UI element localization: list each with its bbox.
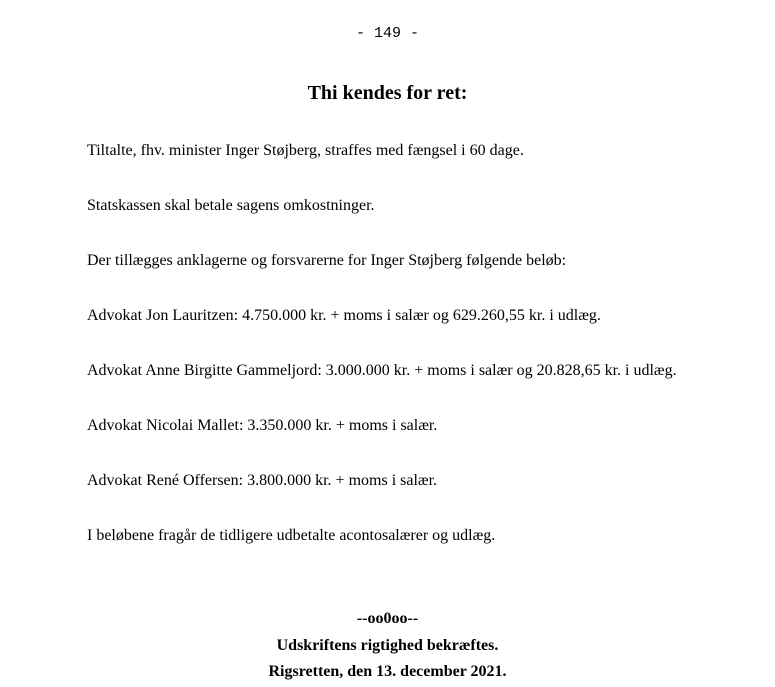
paragraph-costs: Statskassen skal betale sagens omkostninger. xyxy=(87,197,375,214)
paragraph-fees-intro: Der tillægges anklagerne og forsvarerne for Inger Støjberg følgende beløb: xyxy=(87,252,567,269)
place-date-line: Rigsretten, den 13. december 2021. xyxy=(268,663,507,680)
closing-separator: --oo0oo-- xyxy=(356,610,419,627)
paragraph-deductions: I beløbene fragår de tidligere udbetalte acontosalærer og udlæg. xyxy=(87,527,496,544)
paragraph-sentence: Tiltalte, fhv. minister Inger Støjberg, straffes med fængsel i 60 dage. xyxy=(87,142,524,159)
paragraph-fee-mallet: Advokat Nicolai Mallet: 3.350.000 kr. + moms i salær. xyxy=(87,417,438,434)
verdict-heading: Thi kendes for ret: xyxy=(307,82,468,104)
certification-line: Udskriftens rigtighed bekræftes. xyxy=(276,637,499,654)
paragraph-fee-lauritzen: Advokat Jon Lauritzen: 4.750.000 kr. + moms i salær og 629.260,55 kr. i udlæg. xyxy=(87,307,601,324)
paragraph-fee-offersen: Advokat René Offersen: 3.800.000 kr. + moms i salær. xyxy=(87,472,438,489)
page-number: - 149 - xyxy=(355,25,419,42)
paragraph-fee-gammeljord: Advokat Anne Birgitte Gammeljord: 3.000.000 kr. + moms i salær og 20.828,65 kr. i udlæg. xyxy=(87,362,677,379)
